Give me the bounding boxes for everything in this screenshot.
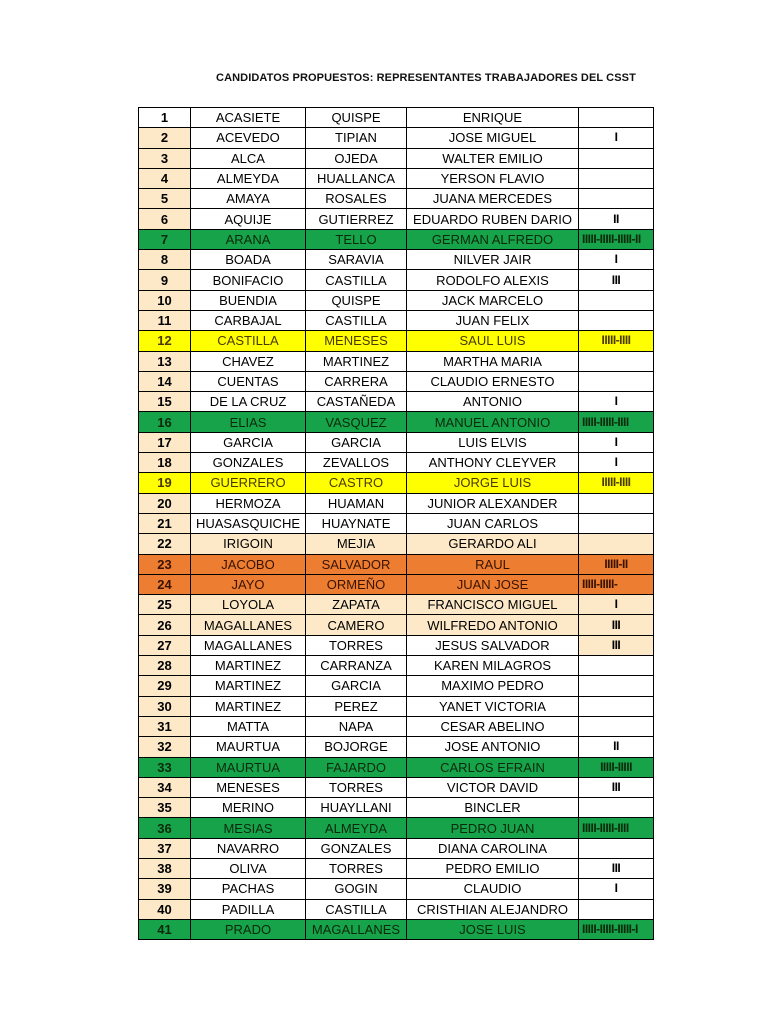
given-names-cell: WALTER EMILIO — [407, 148, 579, 168]
row-number-cell: 4 — [139, 168, 191, 188]
first-surname-cell: IRIGOIN — [191, 534, 306, 554]
first-surname-cell: CHAVEZ — [191, 351, 306, 371]
given-names-cell: EDUARDO RUBEN DARIO — [407, 209, 579, 229]
table-row — [139, 229, 654, 249]
vote-tally-cell — [579, 696, 654, 716]
table-row — [139, 331, 654, 351]
second-surname-cell: MAGALLANES — [306, 919, 407, 939]
row-number-cell: 39 — [139, 879, 191, 899]
second-surname-cell: SALVADOR — [306, 554, 407, 574]
row-number-cell: 7 — [139, 229, 191, 249]
table-row — [139, 250, 654, 270]
vote-tally-cell: IIIII-IIII — [579, 473, 654, 493]
second-surname-cell: CAMERO — [306, 615, 407, 635]
table-row — [139, 108, 654, 128]
vote-tally-cell — [579, 371, 654, 391]
first-surname-cell: MESIAS — [191, 818, 306, 838]
given-names-cell: MANUEL ANTONIO — [407, 412, 579, 432]
row-number-cell: 41 — [139, 919, 191, 939]
second-surname-cell: TELLO — [306, 229, 407, 249]
given-names-cell: JACK MARCELO — [407, 290, 579, 310]
second-surname-cell: TORRES — [306, 777, 407, 797]
row-number-cell: 22 — [139, 534, 191, 554]
row-number-cell: 11 — [139, 310, 191, 330]
second-surname-cell: GARCIA — [306, 432, 407, 452]
vote-tally-cell: I — [579, 392, 654, 412]
table-row — [139, 879, 654, 899]
second-surname-cell: CASTAÑEDA — [306, 392, 407, 412]
given-names-cell: JUAN JOSE — [407, 574, 579, 594]
vote-tally-cell — [579, 351, 654, 371]
first-surname-cell: PACHAS — [191, 879, 306, 899]
table-row — [139, 168, 654, 188]
row-number-cell: 30 — [139, 696, 191, 716]
table-row — [139, 189, 654, 209]
row-number-cell: 3 — [139, 148, 191, 168]
second-surname-cell: SARAVIA — [306, 250, 407, 270]
table-row — [139, 290, 654, 310]
table-row — [139, 635, 654, 655]
given-names-cell: CLAUDIO ERNESTO — [407, 371, 579, 391]
row-number-cell: 18 — [139, 453, 191, 473]
first-surname-cell: ACASIETE — [191, 108, 306, 128]
given-names-cell: JOSE ANTONIO — [407, 737, 579, 757]
second-surname-cell: ALMEYDA — [306, 818, 407, 838]
vote-tally-cell: I — [579, 879, 654, 899]
row-number-cell: 34 — [139, 777, 191, 797]
first-surname-cell: MARTINEZ — [191, 656, 306, 676]
given-names-cell: JUAN CARLOS — [407, 513, 579, 533]
given-names-cell: JOSE LUIS — [407, 919, 579, 939]
vote-tally-cell: III — [579, 858, 654, 878]
first-surname-cell: NAVARRO — [191, 838, 306, 858]
table-row — [139, 858, 654, 878]
first-surname-cell: MAGALLANES — [191, 615, 306, 635]
second-surname-cell: CARRANZA — [306, 656, 407, 676]
row-number-cell: 27 — [139, 635, 191, 655]
row-number-cell: 17 — [139, 432, 191, 452]
row-number-cell: 36 — [139, 818, 191, 838]
row-number-cell: 12 — [139, 331, 191, 351]
first-surname-cell: AQUIJE — [191, 209, 306, 229]
vote-tally-cell: I — [579, 453, 654, 473]
vote-tally-cell — [579, 108, 654, 128]
vote-tally-cell: I — [579, 595, 654, 615]
table-row — [139, 209, 654, 229]
vote-tally-cell — [579, 148, 654, 168]
vote-tally-cell: III — [579, 635, 654, 655]
table-row — [139, 757, 654, 777]
second-surname-cell: NAPA — [306, 716, 407, 736]
first-surname-cell: JACOBO — [191, 554, 306, 574]
row-number-cell: 1 — [139, 108, 191, 128]
row-number-cell: 9 — [139, 270, 191, 290]
first-surname-cell: MAURTUA — [191, 757, 306, 777]
first-surname-cell: CARBAJAL — [191, 310, 306, 330]
given-names-cell: LUIS ELVIS — [407, 432, 579, 452]
row-number-cell: 15 — [139, 392, 191, 412]
second-surname-cell: TORRES — [306, 858, 407, 878]
second-surname-cell: ROSALES — [306, 189, 407, 209]
table-row — [139, 777, 654, 797]
second-surname-cell: HUAMAN — [306, 493, 407, 513]
vote-tally-cell: III — [579, 777, 654, 797]
vote-tally-cell: IIIII-IIIII- — [579, 574, 654, 594]
vote-tally-cell: IIIII-IIIII — [579, 757, 654, 777]
given-names-cell: VICTOR DAVID — [407, 777, 579, 797]
row-number-cell: 31 — [139, 716, 191, 736]
row-number-cell: 10 — [139, 290, 191, 310]
first-surname-cell: MARTINEZ — [191, 696, 306, 716]
second-surname-cell: ZAPATA — [306, 595, 407, 615]
first-surname-cell: MERINO — [191, 798, 306, 818]
row-number-cell: 28 — [139, 656, 191, 676]
given-names-cell: ANTONIO — [407, 392, 579, 412]
first-surname-cell: JAYO — [191, 574, 306, 594]
first-surname-cell: ARANA — [191, 229, 306, 249]
given-names-cell: JESUS SALVADOR — [407, 635, 579, 655]
row-number-cell: 8 — [139, 250, 191, 270]
second-surname-cell: FAJARDO — [306, 757, 407, 777]
vote-tally-cell: II — [579, 737, 654, 757]
first-surname-cell: BONIFACIO — [191, 270, 306, 290]
vote-tally-cell — [579, 656, 654, 676]
row-number-cell: 40 — [139, 899, 191, 919]
vote-tally-cell: I — [579, 250, 654, 270]
vote-tally-cell: IIIII-IIIII-IIIII-I — [579, 919, 654, 939]
row-number-cell: 21 — [139, 513, 191, 533]
second-surname-cell: ORMEÑO — [306, 574, 407, 594]
second-surname-cell: HUAYNATE — [306, 513, 407, 533]
given-names-cell: JOSE MIGUEL — [407, 128, 579, 148]
table-row — [139, 716, 654, 736]
given-names-cell: DIANA CAROLINA — [407, 838, 579, 858]
table-row — [139, 513, 654, 533]
table-row — [139, 554, 654, 574]
table-row — [139, 493, 654, 513]
table-row — [139, 392, 654, 412]
second-surname-cell: HUAYLLANI — [306, 798, 407, 818]
vote-tally-cell: II — [579, 209, 654, 229]
second-surname-cell: PEREZ — [306, 696, 407, 716]
second-surname-cell: QUISPE — [306, 108, 407, 128]
table-row — [139, 310, 654, 330]
table-row — [139, 696, 654, 716]
first-surname-cell: GARCIA — [191, 432, 306, 452]
table-row — [139, 737, 654, 757]
row-number-cell: 23 — [139, 554, 191, 574]
vote-tally-cell — [579, 534, 654, 554]
given-names-cell: YERSON FLAVIO — [407, 168, 579, 188]
table-row — [139, 615, 654, 635]
first-surname-cell: GONZALES — [191, 453, 306, 473]
vote-tally-cell — [579, 716, 654, 736]
row-number-cell: 13 — [139, 351, 191, 371]
table-row — [139, 595, 654, 615]
table-row — [139, 676, 654, 696]
given-names-cell: SAUL LUIS — [407, 331, 579, 351]
second-surname-cell: GUTIERREZ — [306, 209, 407, 229]
row-number-cell: 26 — [139, 615, 191, 635]
row-number-cell: 20 — [139, 493, 191, 513]
given-names-cell: ENRIQUE — [407, 108, 579, 128]
first-surname-cell: BOADA — [191, 250, 306, 270]
table-row — [139, 128, 654, 148]
second-surname-cell: MENESES — [306, 331, 407, 351]
candidates-table — [138, 107, 654, 940]
second-surname-cell: TIPIAN — [306, 128, 407, 148]
second-surname-cell: GOGIN — [306, 879, 407, 899]
given-names-cell: FRANCISCO MIGUEL — [407, 595, 579, 615]
row-number-cell: 37 — [139, 838, 191, 858]
vote-tally-cell — [579, 189, 654, 209]
given-names-cell: RAUL — [407, 554, 579, 574]
table-row — [139, 432, 654, 452]
row-number-cell: 25 — [139, 595, 191, 615]
table-row — [139, 656, 654, 676]
table-row — [139, 453, 654, 473]
second-surname-cell: MARTINEZ — [306, 351, 407, 371]
first-surname-cell: ALMEYDA — [191, 168, 306, 188]
second-surname-cell: ZEVALLOS — [306, 453, 407, 473]
table-row — [139, 148, 654, 168]
table-row — [139, 919, 654, 939]
table-row — [139, 818, 654, 838]
candidates-table-body — [139, 108, 654, 940]
second-surname-cell: TORRES — [306, 635, 407, 655]
row-number-cell: 14 — [139, 371, 191, 391]
given-names-cell: JUNIOR ALEXANDER — [407, 493, 579, 513]
row-number-cell: 16 — [139, 412, 191, 432]
table-row — [139, 534, 654, 554]
first-surname-cell: PRADO — [191, 919, 306, 939]
given-names-cell: NILVER JAIR — [407, 250, 579, 270]
vote-tally-cell: I — [579, 128, 654, 148]
second-surname-cell: CASTRO — [306, 473, 407, 493]
row-number-cell: 35 — [139, 798, 191, 818]
second-surname-cell: GONZALES — [306, 838, 407, 858]
first-surname-cell: GUERRERO — [191, 473, 306, 493]
vote-tally-cell — [579, 493, 654, 513]
second-surname-cell: BOJORGE — [306, 737, 407, 757]
vote-tally-cell — [579, 899, 654, 919]
first-surname-cell: MATTA — [191, 716, 306, 736]
given-names-cell: WILFREDO ANTONIO — [407, 615, 579, 635]
given-names-cell: MARTHA MARIA — [407, 351, 579, 371]
first-surname-cell: BUENDIA — [191, 290, 306, 310]
second-surname-cell: HUALLANCA — [306, 168, 407, 188]
vote-tally-cell — [579, 676, 654, 696]
given-names-cell: YANET VICTORIA — [407, 696, 579, 716]
row-number-cell: 6 — [139, 209, 191, 229]
first-surname-cell: DE LA CRUZ — [191, 392, 306, 412]
second-surname-cell: MEJIA — [306, 534, 407, 554]
given-names-cell: RODOLFO ALEXIS — [407, 270, 579, 290]
row-number-cell: 38 — [139, 858, 191, 878]
given-names-cell: GERARDO ALI — [407, 534, 579, 554]
vote-tally-cell — [579, 168, 654, 188]
row-number-cell: 29 — [139, 676, 191, 696]
first-surname-cell: OLIVA — [191, 858, 306, 878]
given-names-cell: MAXIMO PEDRO — [407, 676, 579, 696]
given-names-cell: GERMAN ALFREDO — [407, 229, 579, 249]
given-names-cell: PEDRO EMILIO — [407, 858, 579, 878]
second-surname-cell: QUISPE — [306, 290, 407, 310]
given-names-cell: JUANA MERCEDES — [407, 189, 579, 209]
first-surname-cell: LOYOLA — [191, 595, 306, 615]
second-surname-cell: CASTILLA — [306, 310, 407, 330]
first-surname-cell: MAGALLANES — [191, 635, 306, 655]
second-surname-cell: OJEDA — [306, 148, 407, 168]
given-names-cell: CRISTHIAN ALEJANDRO — [407, 899, 579, 919]
first-surname-cell: CUENTAS — [191, 371, 306, 391]
first-surname-cell: AMAYA — [191, 189, 306, 209]
sheet-title: CANDIDATOS PROPUESTOS: REPRESENTANTES TRABAJADORES DEL CSST — [216, 72, 636, 84]
table-row — [139, 371, 654, 391]
table-row — [139, 899, 654, 919]
vote-tally-cell — [579, 310, 654, 330]
second-surname-cell: CARRERA — [306, 371, 407, 391]
vote-tally-cell: IIIII-IIII — [579, 331, 654, 351]
vote-tally-cell: IIIII-IIIII-IIII — [579, 818, 654, 838]
given-names-cell: CARLOS EFRAIN — [407, 757, 579, 777]
row-number-cell: 19 — [139, 473, 191, 493]
second-surname-cell: VASQUEZ — [306, 412, 407, 432]
first-surname-cell: MAURTUA — [191, 737, 306, 757]
given-names-cell: KAREN MILAGROS — [407, 656, 579, 676]
vote-tally-cell: III — [579, 615, 654, 635]
row-number-cell: 33 — [139, 757, 191, 777]
first-surname-cell: MARTINEZ — [191, 676, 306, 696]
vote-tally-cell: IIIII-IIIII-IIIII-II — [579, 229, 654, 249]
row-number-cell: 2 — [139, 128, 191, 148]
vote-tally-cell: IIIII-II — [579, 554, 654, 574]
vote-tally-cell: III — [579, 270, 654, 290]
given-names-cell: CLAUDIO — [407, 879, 579, 899]
table-row — [139, 270, 654, 290]
vote-tally-cell — [579, 798, 654, 818]
given-names-cell: BINCLER — [407, 798, 579, 818]
first-surname-cell: ACEVEDO — [191, 128, 306, 148]
table-row — [139, 574, 654, 594]
table-row — [139, 473, 654, 493]
table-row — [139, 838, 654, 858]
second-surname-cell: CASTILLA — [306, 899, 407, 919]
first-surname-cell: HUASASQUICHE — [191, 513, 306, 533]
vote-tally-cell — [579, 513, 654, 533]
first-surname-cell: CASTILLA — [191, 331, 306, 351]
given-names-cell: JORGE LUIS — [407, 473, 579, 493]
given-names-cell: ANTHONY CLEYVER — [407, 453, 579, 473]
vote-tally-cell — [579, 838, 654, 858]
table-row — [139, 351, 654, 371]
row-number-cell: 5 — [139, 189, 191, 209]
table-row — [139, 412, 654, 432]
vote-tally-cell — [579, 290, 654, 310]
row-number-cell: 32 — [139, 737, 191, 757]
given-names-cell: JUAN FELIX — [407, 310, 579, 330]
table-row — [139, 798, 654, 818]
first-surname-cell: PADILLA — [191, 899, 306, 919]
first-surname-cell: HERMOZA — [191, 493, 306, 513]
vote-tally-cell: I — [579, 432, 654, 452]
row-number-cell: 24 — [139, 574, 191, 594]
vote-tally-cell: IIIII-IIIII-IIII — [579, 412, 654, 432]
second-surname-cell: CASTILLA — [306, 270, 407, 290]
second-surname-cell: GARCIA — [306, 676, 407, 696]
given-names-cell: PEDRO JUAN — [407, 818, 579, 838]
first-surname-cell: MENESES — [191, 777, 306, 797]
given-names-cell: CESAR ABELINO — [407, 716, 579, 736]
first-surname-cell: ALCA — [191, 148, 306, 168]
first-surname-cell: ELIAS — [191, 412, 306, 432]
